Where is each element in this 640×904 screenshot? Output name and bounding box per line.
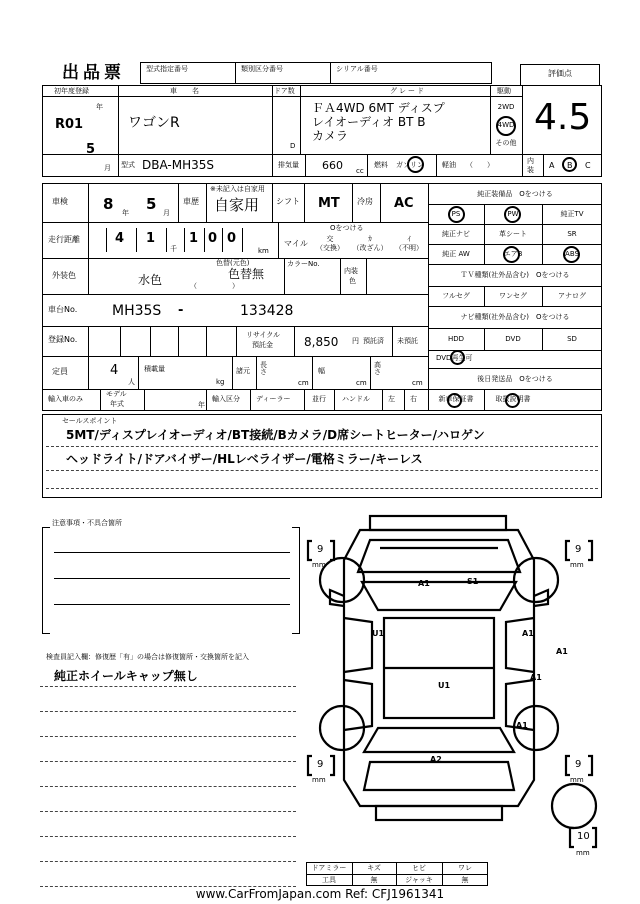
kg-unit: kg — [216, 378, 225, 386]
shift-value: MT — [318, 196, 340, 211]
chassis-prefix: MH35S — [112, 303, 162, 319]
chassis-number: 133428 — [240, 303, 294, 319]
reg-month: 5 — [86, 142, 96, 157]
recycle-fee: 8,850 — [304, 335, 339, 349]
inspection-label: 車検 — [52, 197, 68, 206]
mileage-digit-1: 4 — [115, 231, 125, 246]
displacement: 660 — [322, 159, 343, 172]
tread-front-right-mm: mm — [570, 561, 584, 569]
equip-sr: SR — [567, 230, 577, 238]
person-unit: 人 — [128, 378, 135, 386]
recycle-label-2: 預託金 — [252, 341, 273, 349]
navi-sd: SD — [567, 335, 577, 343]
tamper-mark: ｶ — [368, 235, 372, 243]
doors-label: ドア数 — [274, 87, 295, 95]
shift-label: シフト — [276, 197, 300, 206]
ac-value: AC — [394, 196, 414, 211]
car-name-label: 車 名 — [170, 87, 203, 95]
mile-label: マイル — [284, 239, 308, 248]
navi-dvd: DVD — [505, 335, 521, 343]
mileage-digit-2: 1 — [146, 231, 156, 246]
color-change-label: 色替(元色) — [216, 259, 250, 267]
model-year-unit: 年 — [198, 401, 205, 409]
equip-aw: 純正 AW — [442, 250, 470, 258]
navi-hdd: HDD — [447, 335, 465, 343]
damage-hood-left: A1 — [418, 579, 430, 588]
fuel-gasoline: ガソリン — [396, 161, 424, 169]
color-no-label: カラーNo. — [287, 260, 320, 268]
class-label: 類別区分番号 — [241, 65, 283, 73]
tread-rear-right-mm: mm — [570, 776, 584, 784]
history-label: 車歴 — [183, 197, 199, 206]
width-cm: cm — [356, 379, 367, 387]
reg-no-label: 登録No. — [48, 335, 78, 344]
damage-right-pillar: A1 — [556, 647, 568, 656]
drive-2wd: 2WD — [497, 103, 515, 111]
equip-pw: PW — [507, 210, 519, 218]
size-label: 諸元 — [236, 367, 250, 375]
model-year-label-2: 年式 — [110, 400, 124, 408]
color-change: 色替無 — [228, 267, 265, 281]
inspector-note: 純正ホイールキャップ無し — [54, 669, 198, 683]
exterior-color: 水色 — [138, 273, 163, 287]
interior-color-label-1: 内装 — [344, 267, 358, 275]
legend-jack-value: 無 — [461, 876, 469, 884]
handle-label: ハンドル — [342, 395, 370, 403]
damage-right-rear-fender: A1 — [516, 721, 528, 730]
later-warranty: 新車保証書 — [438, 395, 474, 403]
model-label: 型式 — [121, 161, 135, 169]
model-year-label-1: モデル — [106, 390, 127, 398]
interior-label-1: 内 — [527, 157, 534, 165]
chassis-dash: - — [178, 303, 184, 318]
inspection-month-unit: 月 — [163, 209, 170, 217]
serial-label: シリアル番号 — [336, 65, 378, 73]
import-parallel: 並行 — [312, 395, 326, 403]
fuel-label: 燃料 — [374, 161, 388, 169]
mileage-digit-5: 0 — [227, 231, 237, 246]
door-suffix: D — [290, 142, 296, 150]
tread-front-left-mm: mm — [312, 561, 326, 569]
height-label: 高さ — [374, 361, 381, 376]
drive-4wd: 4WD — [497, 121, 515, 129]
circle-note: Oをつける — [330, 224, 364, 232]
later-manual: 取扱説明書 — [495, 395, 531, 403]
recycle-not: 未預託 — [397, 337, 418, 345]
dvd-play: DVD再生可 — [436, 354, 473, 362]
fuel-paren: （ ） — [466, 161, 494, 169]
equip-airbag: エアB — [503, 250, 523, 258]
recycle-unit: 円 — [352, 337, 359, 345]
unknown-opt: （不明） — [395, 244, 423, 252]
tv-fullseg: フルセグ — [442, 292, 470, 300]
drive-other: その他 — [495, 139, 517, 147]
tread-front-right: 9 — [575, 544, 582, 555]
thousand-unit: 千 — [170, 245, 177, 253]
ac-label: 冷房 — [357, 197, 373, 206]
sales-line-2: ヘッドライト/ドアバイザー/HLレベライザー/電格ミラー/キーレス — [66, 452, 423, 466]
recycle-label-1: リサイクル — [246, 331, 281, 339]
capacity-label: 定員 — [52, 367, 68, 376]
length-cm: cm — [298, 379, 309, 387]
inspection-month: 5 — [146, 195, 157, 213]
tread-front-left: 9 — [317, 544, 324, 555]
recycle-done: 預託済 — [363, 337, 384, 345]
grade-line-1: ＦＡ4WD 6MT ディスプ — [312, 101, 445, 115]
tread-spare-mm: mm — [576, 849, 590, 857]
equip-leather: 革シート — [499, 230, 527, 238]
month-unit: 月 — [104, 164, 111, 172]
import-label: 輸入車のみ — [48, 395, 83, 403]
genuine-title: 純正装備品 Oをつける — [477, 190, 553, 198]
page-title: 出品票 — [62, 63, 125, 83]
grade-line-2: レイオーディオ BT B — [312, 115, 426, 129]
damage-rear: A2 — [430, 755, 442, 764]
height-cm: cm — [412, 379, 423, 387]
color-paren: （ ） — [190, 282, 239, 290]
legend-tools-value: 無 — [370, 876, 378, 884]
tread-rear-right: 9 — [575, 759, 582, 770]
handle-left: 左 — [388, 395, 395, 403]
km-unit: km — [258, 247, 269, 255]
legend-break: ワレ — [458, 864, 472, 872]
mileage-digit-3: 1 — [189, 231, 199, 246]
overall-score: 4.5 — [534, 97, 592, 138]
displacement-label: 排気量 — [278, 161, 299, 169]
import-dealer: ディーラー — [256, 395, 291, 403]
legend-tools: 工具 — [322, 876, 336, 884]
mileage-label: 走行距離 — [48, 235, 80, 244]
sales-line-1: 5MT/ディスプレイオーディオ/BT接続/Bカメラ/D席シートヒーター/ハロゲン — [66, 428, 485, 442]
watermark: www.CarFromJapan.com Ref: CFJ1961341 — [150, 888, 490, 900]
navi-title: ナビ種類(社外品含む) Oをつける — [460, 313, 570, 321]
equip-abs: ABS — [565, 250, 579, 258]
reg-year: R01 — [55, 117, 84, 132]
width-label: 幅 — [318, 367, 325, 375]
tv-title: ＴＶ種類(社外品含む) Oをつける — [460, 271, 570, 279]
equip-ps: PS — [451, 210, 461, 218]
tread-spare: 10 — [577, 831, 590, 842]
damage-right-front-door: A1 — [522, 629, 534, 638]
history-note: ※未記入は自家用 — [210, 185, 265, 193]
tv-analog: アナログ — [558, 292, 586, 300]
damage-hood-right: S1 — [467, 577, 479, 586]
cc-unit: cc — [356, 167, 364, 175]
inspection-year: 8 — [103, 195, 114, 213]
fuel-diesel: 軽油 — [442, 161, 456, 169]
legend-crack: ヒビ — [412, 864, 426, 872]
year-unit: 年 — [96, 103, 103, 111]
tread-rear-left: 9 — [317, 759, 324, 770]
legend-jack: ジャッキ — [405, 876, 433, 884]
interior-grade-a: A — [549, 161, 555, 170]
import-class-label: 輸入区分 — [212, 395, 240, 403]
history-value: 自家用 — [214, 196, 260, 214]
damage-right-rear-door: A1 — [530, 673, 542, 682]
tread-rear-left-mm: mm — [312, 776, 326, 784]
interior-label-2: 装 — [527, 166, 534, 174]
inspector-label: 検査員記入欄：修復歴「有」の場合は修復箇所・交換箇所を記入 — [46, 653, 249, 661]
grade-line-3: カメラ — [312, 129, 349, 143]
tamper-opt: （改ざん） — [352, 244, 388, 252]
load-label: 積載量 — [144, 365, 165, 373]
length-label: 長さ — [260, 361, 267, 376]
interior-grade-c: C — [585, 161, 591, 170]
damage-roof: U1 — [438, 681, 451, 690]
interior-color-label-2: 色 — [349, 277, 356, 285]
capacity: 4 — [110, 363, 119, 378]
tv-oneseg: ワンセグ — [499, 292, 527, 300]
mileage-digit-4: 0 — [208, 231, 218, 246]
first-reg-label: 初年度登録 — [54, 87, 89, 95]
exchange-opt: （交換） — [316, 244, 344, 252]
interior-grade-b: B — [567, 161, 573, 170]
unknown-mark: ｲ — [407, 235, 411, 243]
grade-label: グレード — [390, 87, 426, 95]
notes-label: 注意事項・不具合箇所 — [52, 519, 122, 527]
equip-tv: 純正TV — [560, 210, 584, 218]
handle-right: 右 — [410, 395, 417, 403]
model-code: DBA-MH35S — [142, 158, 215, 172]
legend-scratch: キズ — [367, 864, 381, 872]
grade-eval-label: 評価点 — [548, 69, 572, 78]
damage-left-front-door: U1 — [372, 629, 385, 638]
type-cert-label: 型式指定番号 — [146, 65, 188, 73]
later-title: 後日発送品 Oをつける — [477, 375, 553, 383]
chassis-label: 車台No. — [48, 305, 78, 314]
sales-label: セールスポイント — [62, 417, 118, 425]
exchange-mark: 交 — [326, 235, 334, 243]
drive-label: 駆動 — [497, 87, 511, 95]
exterior-color-label: 外装色 — [52, 271, 76, 280]
car-name: ワゴンR — [128, 115, 180, 131]
inspection-year-unit: 年 — [122, 209, 129, 217]
equip-navi: 純正ナビ — [442, 230, 470, 238]
legend-mirror: ドアミラー — [311, 864, 347, 872]
